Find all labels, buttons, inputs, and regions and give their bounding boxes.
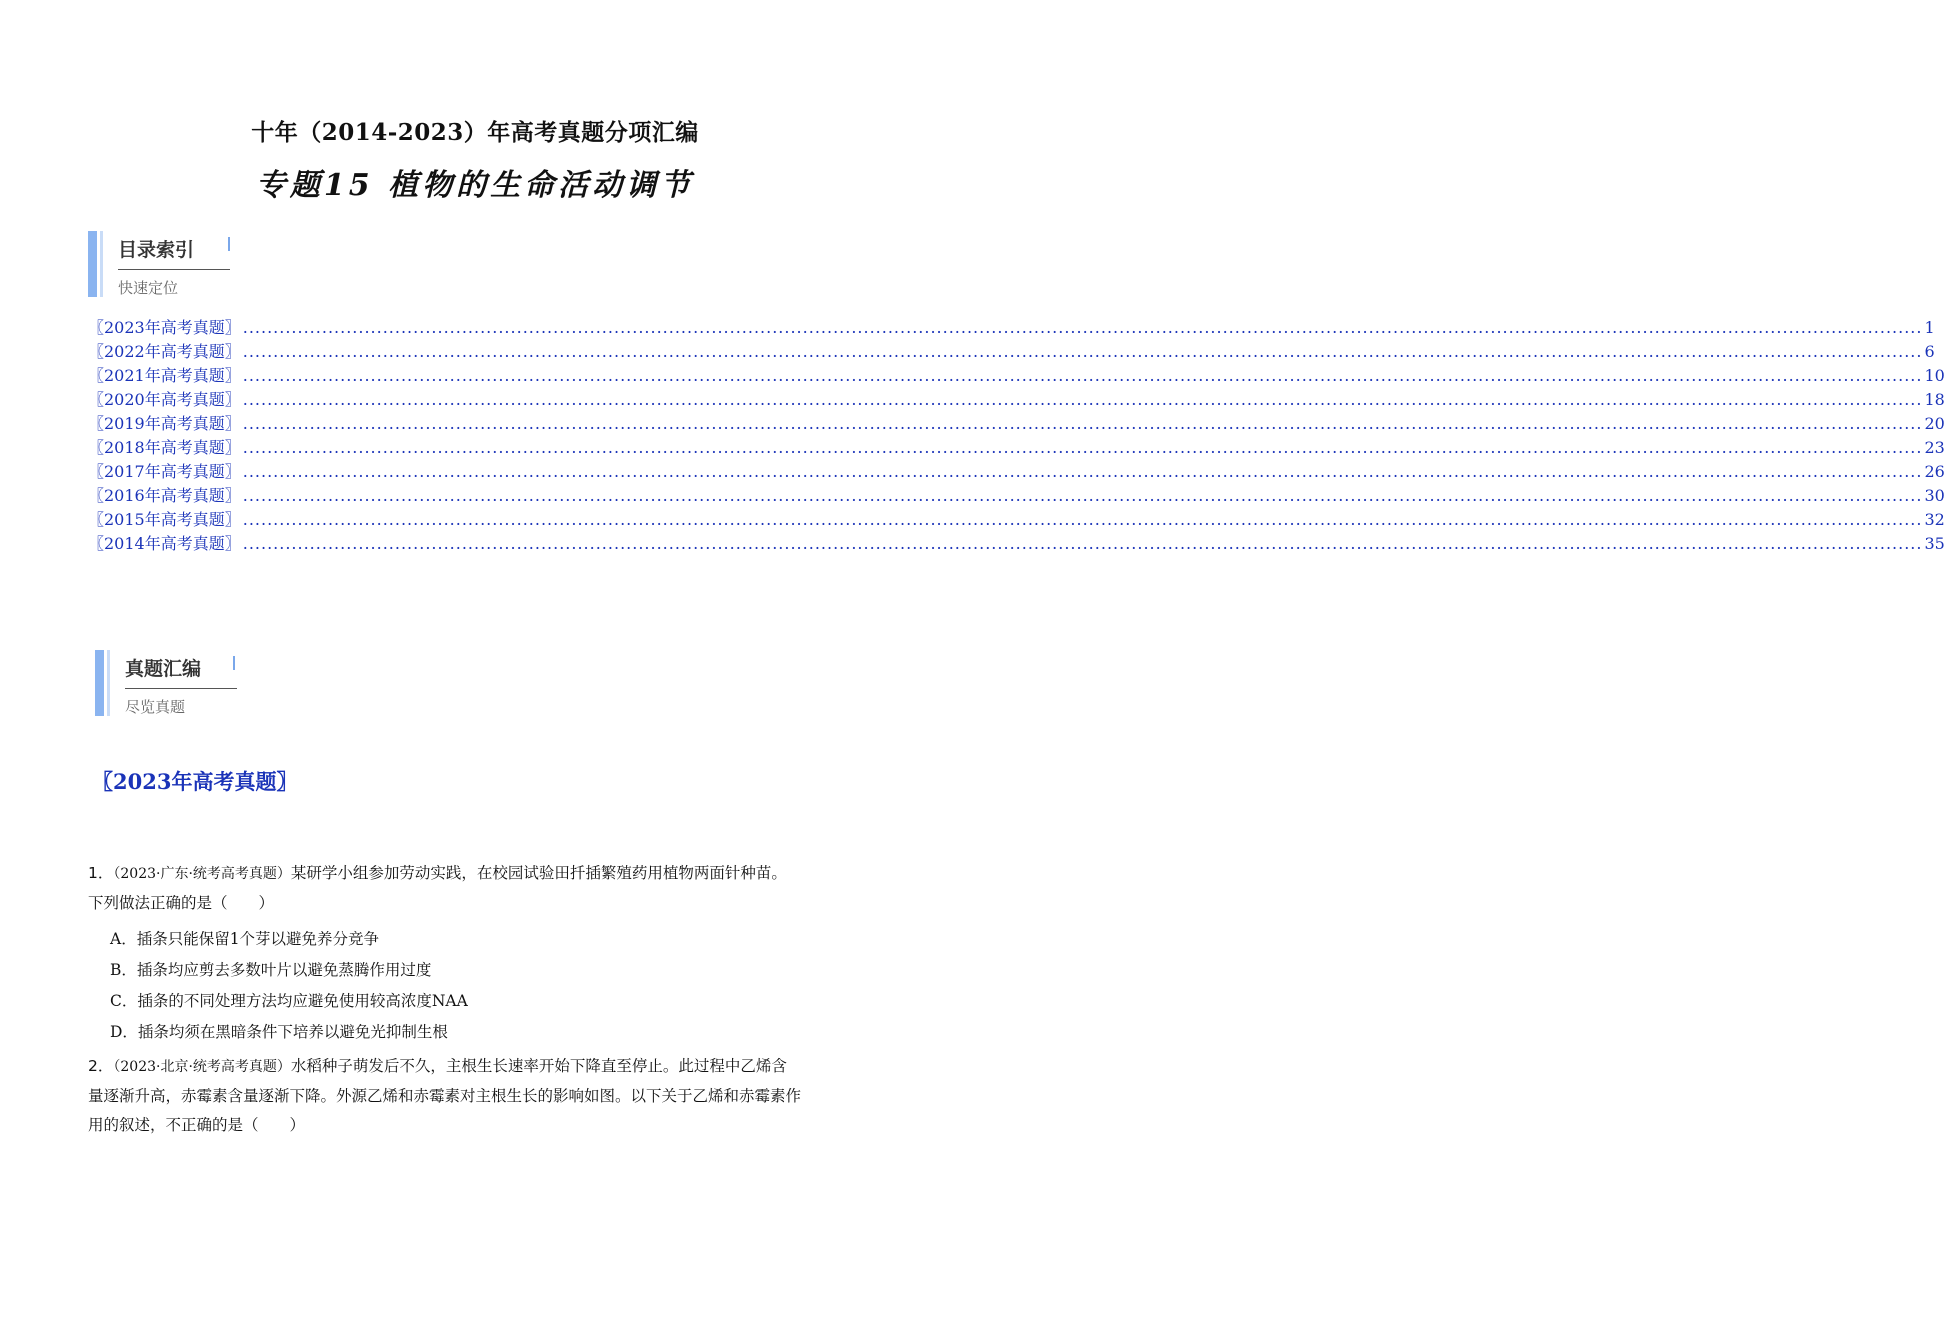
question-1 xyxy=(88,859,863,918)
question-stem-line: 下列做法正确的是（ ） xyxy=(88,894,275,912)
toc-entry-2019[interactable]: 〖2019年高考真题〗 .................................................................................................................................................................................................................................................................................... 20 xyxy=(88,414,1945,433)
toc-entry-2014[interactable]: 〖2014年高考真题〗 .................................................................................................................................................................................................................................................................................... 35 xyxy=(88,534,1945,553)
question-number: 2． xyxy=(88,1057,114,1075)
toc-entry-2021[interactable]: 〖2021年高考真题〗 .................................................................................................................................................................................................................................................................................... 10 xyxy=(88,366,1945,385)
question-stem: 水稻种子萌发后不久，主根生长速率开始下降直至停止。此过程中乙烯含 xyxy=(290,1057,787,1075)
question-stem-line: 用的叙述，不正确的是（ ） xyxy=(88,1116,306,1134)
badge-tick-icon xyxy=(233,656,235,670)
toc-entry-2017[interactable]: 〖2017年高考真题〗 .................................................................................................................................................................................................................................................................................... 26 xyxy=(88,462,1945,481)
toc-badge-subheading: 快速定位 xyxy=(118,279,179,297)
question-stem: 某研学小组参加劳动实践，在校园试验田扦插繁殖药用植物两面针种苗。 xyxy=(290,864,787,882)
table-of-contents xyxy=(88,316,1945,556)
question-number: 1． xyxy=(88,864,114,882)
toc-entry-2020[interactable]: 〖2020年高考真题〗 .................................................................................................................................................................................................................................................................................... 18 xyxy=(88,390,1945,409)
toc-entry-2022[interactable]: 〖2022年高考真题〗 .................................................................................................................................................................................................................................................................................... 6 xyxy=(88,342,1935,361)
toc-entry-2015[interactable]: 〖2015年高考真题〗 .................................................................................................................................................................................................................................................................................... 32 xyxy=(88,510,1945,529)
question-source: （2023·北京·统考高考真题） xyxy=(113,1059,291,1075)
option-b[interactable]: B．插条均应剪去多数叶片以避免蒸腾作用过度 xyxy=(110,961,432,979)
compile-badge-subheading: 尽览真题 xyxy=(125,698,186,716)
question-source: （2023·广东·统考高考真题） xyxy=(113,866,291,882)
toc-entry-2018[interactable]: 〖2018年高考真题〗 .................................................................................................................................................................................................................................................................................... 23 xyxy=(88,438,1945,457)
toc-entry-2023[interactable]: 〖2023年高考真题〗 .................................................................................................................................................................................................................................................................................... 1 xyxy=(88,318,1935,337)
badge-tick-icon xyxy=(228,237,230,251)
topic-title: 专题15 植物的生命活动调节 xyxy=(255,168,695,203)
question-2 xyxy=(88,1052,863,1140)
toc-badge xyxy=(88,231,248,297)
badge-bar-icon xyxy=(95,650,104,716)
option-a[interactable]: A．插条只能保留1个芽以避免养分竞争 xyxy=(110,930,380,948)
toc-entry-2016[interactable]: 〖2016年高考真题〗 .................................................................................................................................................................................................................................................................................... 30 xyxy=(88,486,1945,505)
document-title: 十年（2014-2023）年高考真题分项汇编 xyxy=(251,119,699,146)
toc-badge-heading: 目录索引 xyxy=(118,239,195,261)
compile-badge xyxy=(95,650,255,716)
question-stem-line: 量逐渐升高，赤霉素含量逐渐下降。外源乙烯和赤霉素对主根生长的影响如图。以下关于乙烯和赤霉素作 xyxy=(88,1087,802,1105)
option-d[interactable]: D．插条均须在黑暗条件下培养以避免光抑制生根 xyxy=(110,1023,448,1041)
option-c[interactable]: C．插条的不同处理方法均应避免使用较高浓度NAA xyxy=(110,992,468,1010)
compile-badge-heading: 真题汇编 xyxy=(125,658,202,680)
section-heading-2023: 〖2023年高考真题〗 xyxy=(92,769,298,794)
badge-bar-icon xyxy=(88,231,97,297)
